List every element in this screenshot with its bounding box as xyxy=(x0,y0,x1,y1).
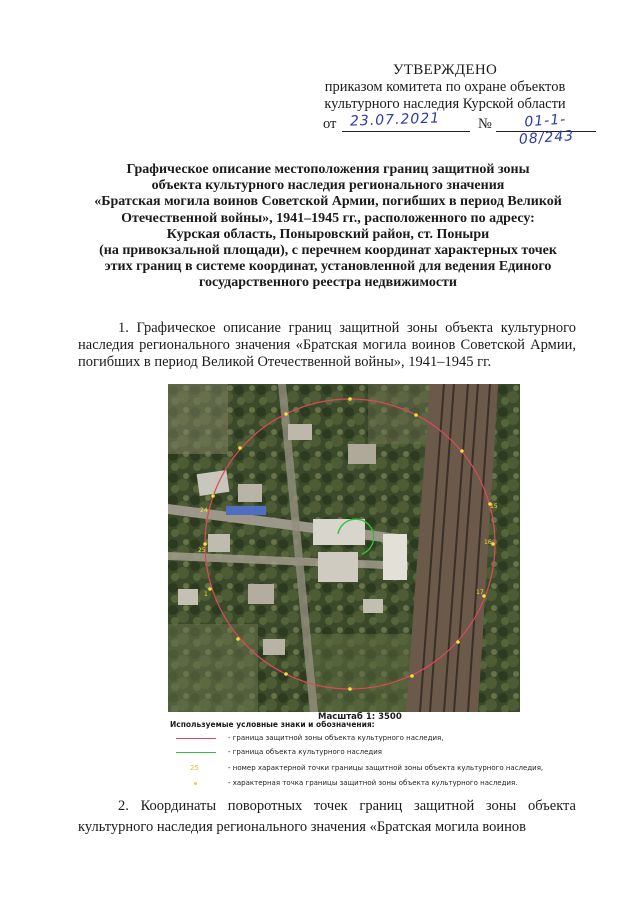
title-line: Отечественной войны», 1941–1945 гг., расположенного по адресу: xyxy=(121,210,535,226)
date-underline xyxy=(342,131,470,132)
green-line-swatch xyxy=(176,752,216,753)
legend-item-text: - характерная точка границы защитной зоны объекта культурного наследия. xyxy=(228,779,518,787)
approval-line-2: культурного наследия Курской области xyxy=(324,96,566,112)
svg-text:25: 25 xyxy=(198,547,206,554)
section-1-text: 1. Графическое описание границ защитной зоны объекта культурного наследия регионального значения «Братская могила воинов Советской Армии, погибших в период Великой Отечественной войны», 1941–1945 гг. xyxy=(78,320,576,370)
section-1-paragraph xyxy=(78,320,576,371)
svg-text:17: 17 xyxy=(476,589,484,596)
legend-item-text: - номер характерной точки границы защитной зоны объекта культурного наследия, xyxy=(228,764,544,772)
approval-block xyxy=(300,62,590,148)
date-prefix: от xyxy=(323,116,337,132)
title-line: объекта культурного наследия регионального значения xyxy=(151,178,505,194)
map-scale: Масштаб 1: 3500 xyxy=(318,712,402,722)
svg-text:15: 15 xyxy=(490,503,498,510)
legend-item-text: - граница защитной зоны объекта культурного наследия, xyxy=(228,734,444,742)
approval-line-1: приказом комитета по охране объектов xyxy=(324,79,566,95)
point-dot-icon xyxy=(194,782,197,785)
number-sign: № xyxy=(478,116,492,132)
document-title xyxy=(72,162,584,292)
svg-text:1: 1 xyxy=(204,591,208,598)
approval-date-number-row xyxy=(300,110,590,148)
section-2-paragraph xyxy=(78,796,576,838)
section-2-text: 2. Координаты поворотных точек границ защитной зоны объекта культурного наследия регионального значения «Братская могила воинов xyxy=(78,798,576,835)
legend-title: Используемые условные знаки и обозначения: xyxy=(170,720,375,729)
svg-text:16: 16 xyxy=(484,539,492,546)
svg-text:24: 24 xyxy=(200,507,208,514)
title-line: «Братская могила воинов Советской Армии, погибших в период Великой xyxy=(94,194,562,210)
handwritten-order-number: 01-1-08/243 xyxy=(518,111,575,148)
handwritten-date: 23.07.2021 xyxy=(349,110,441,130)
title-line: Курская область, Поныровский район, ст. Поныри xyxy=(166,226,490,242)
title-line: (на привокзальной площади), с перечнем координат характерных точек xyxy=(99,243,557,259)
red-line-swatch xyxy=(176,738,216,739)
title-line: государственного реестра недвижимости xyxy=(199,275,457,291)
satellite-map xyxy=(168,384,520,712)
title-line: этих границ в системе координат, установленной для ведения Единого xyxy=(104,259,552,275)
title-line: Графическое описание местоположения границ защитной зоны xyxy=(126,162,530,177)
point-number-symbol: 25 xyxy=(190,764,199,772)
satellite-map-svg xyxy=(168,384,520,712)
approval-heading: УТВЕРЖДЕНО xyxy=(392,62,498,78)
legend-item-text: - граница объекта культурного наследия xyxy=(228,748,383,756)
